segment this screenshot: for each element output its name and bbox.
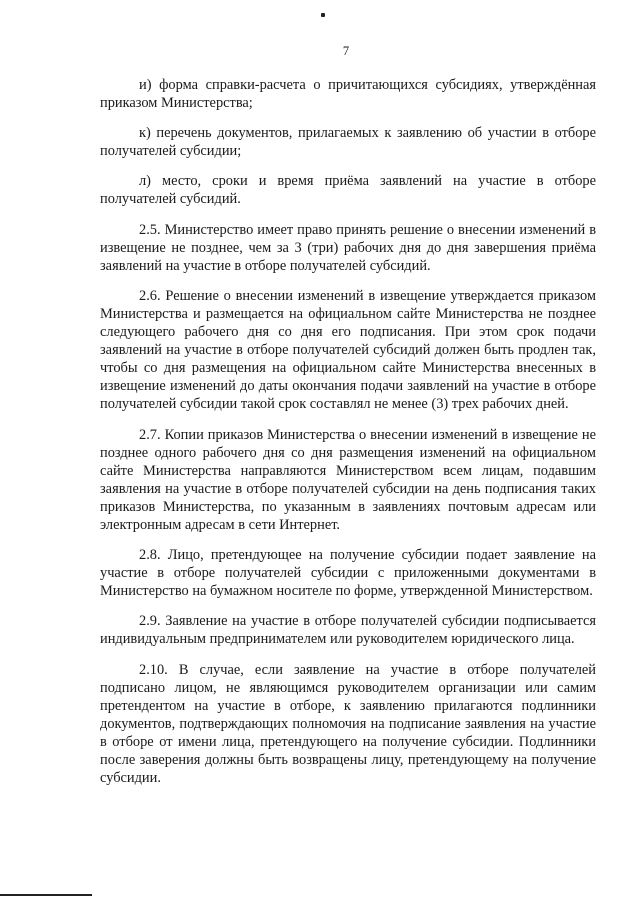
paragraph-2-5: 2.5. Министерство имеет право принять решение о внесении изменений в извещение не позднее, чем за 3 (три) рабочих дня до дня завершения приёма заявлений на участие в отборе получателей субсидий.: [100, 221, 596, 274]
paragraph-item-i: и) форма справки-расчета о причитающихся субсидиях, утверждённая приказом Министерства;: [100, 77, 596, 112]
paragraph-2-9: 2.9. Заявление на участие в отборе получателей субсидии подписывается индивидуальным предпринимателем или руководителем юридического лица.: [100, 613, 596, 648]
footer-rule: [0, 894, 92, 896]
page-number: 7: [342, 44, 350, 58]
paragraph-2-6: 2.6. Решение о внесении изменений в извещение утверждается приказом Министерства и размещается на официальном сайте Министерства не позднее следующего рабочего дня со дня его подписания. При этом срок подачи заявлений на участие в отборе получателей субсидий должен быть продлен так, чтобы со дня размещения на официальном сайте Министерства внесенных в извещение изменений до даты окончания подачи заявлений на участие в отборе получателей субсидии такой срок составлял не менее (3) трех рабочих дней.: [100, 287, 596, 413]
paragraph-2-10: 2.10. В случае, если заявление на участие в отборе получателей подписано лицом, не являющимся руководителем организации или самим претендентом на участие в отборе, к заявлению прилагаются подлинники документов, подтверждающих полномочия на подписание заявления на участие в отборе от имени лица, претендующего на получение субсидии. Подлинники после заверения должны быть возвращены лицу, претендующему на получение субсидии.: [100, 661, 596, 787]
paragraph-2-8: 2.8. Лицо, претендующее на получение субсидии подает заявление на участие в отборе получателей субсидии с приложенными документами в Министерство на бумажном носителе по форме, утвержденной Министерством.: [100, 547, 596, 600]
paragraph-item-l: л) место, сроки и время приёма заявлений на участие в отборе получателей субсидий.: [100, 173, 596, 208]
paragraph-item-k: к) перечень документов, прилагаемых к заявлению об участии в отборе получателей субсидии;: [100, 125, 596, 160]
scan-dot-mark: [321, 13, 325, 17]
paragraph-2-7: 2.7. Копии приказов Министерства о внесении изменений в извещение не позднее одного рабочего дня со дня размещения изменений на официальном сайте Министерства направляются Министерством всем лицам, подавшим заявления на участие в отборе получателей субсидии на день подписания таких приказов Министерства, по указанным в заявлениях почтовым адресам или электронным адресам в сети Интернет.: [100, 426, 596, 533]
document-body: [100, 76, 596, 799]
